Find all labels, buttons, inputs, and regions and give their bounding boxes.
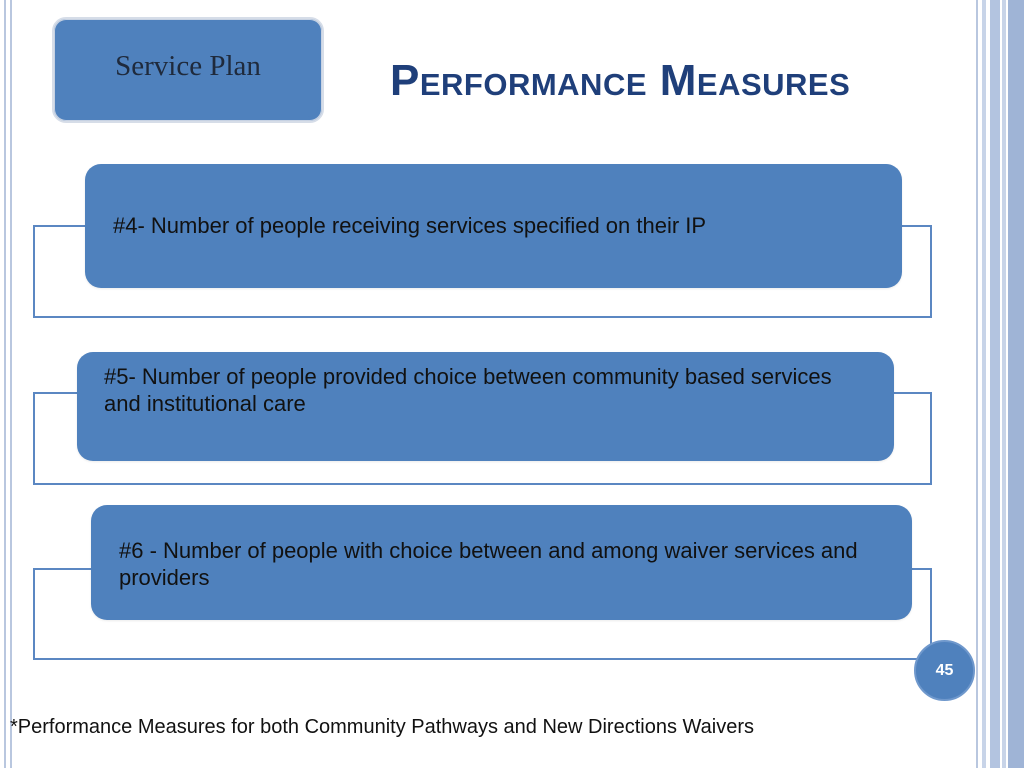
stripe (976, 0, 978, 768)
bracket-top-left (35, 225, 85, 227)
left-border-line-outer (4, 0, 6, 768)
bracket-top-right (910, 568, 930, 570)
section-label: Service Plan (115, 49, 261, 82)
measure-text-3: #6 - Number of people with choice between and among waiver services and providers (119, 538, 858, 590)
section-badge-fill (58, 23, 318, 117)
footnote: *Performance Measures for both Community Pathways and New Directions Waivers (10, 716, 754, 738)
right-decorative-stripes (976, 0, 1024, 768)
stripe (1002, 0, 1006, 768)
slide-title: Performance Measures (390, 56, 851, 105)
stripe (982, 0, 986, 768)
bracket-top-right (900, 225, 930, 227)
measure-box-3 (91, 505, 912, 620)
bracket-top-right (892, 392, 930, 394)
stripe (990, 0, 1000, 768)
measure-text-1: #4- Number of people receiving services specified on their IP (113, 213, 707, 238)
page-number-badge (914, 640, 975, 701)
page-number: 45 (935, 661, 954, 679)
section-badge (52, 17, 324, 123)
measure-box-2 (77, 352, 894, 461)
stripe (1008, 0, 1024, 768)
bracket-top-left (35, 392, 81, 394)
bracket-top-left (35, 568, 93, 570)
left-border-line-inner (10, 0, 12, 768)
measure-text-2: #5- Number of people provided choice between community based services and institutional care (104, 364, 832, 416)
measure-box-1 (85, 164, 902, 288)
